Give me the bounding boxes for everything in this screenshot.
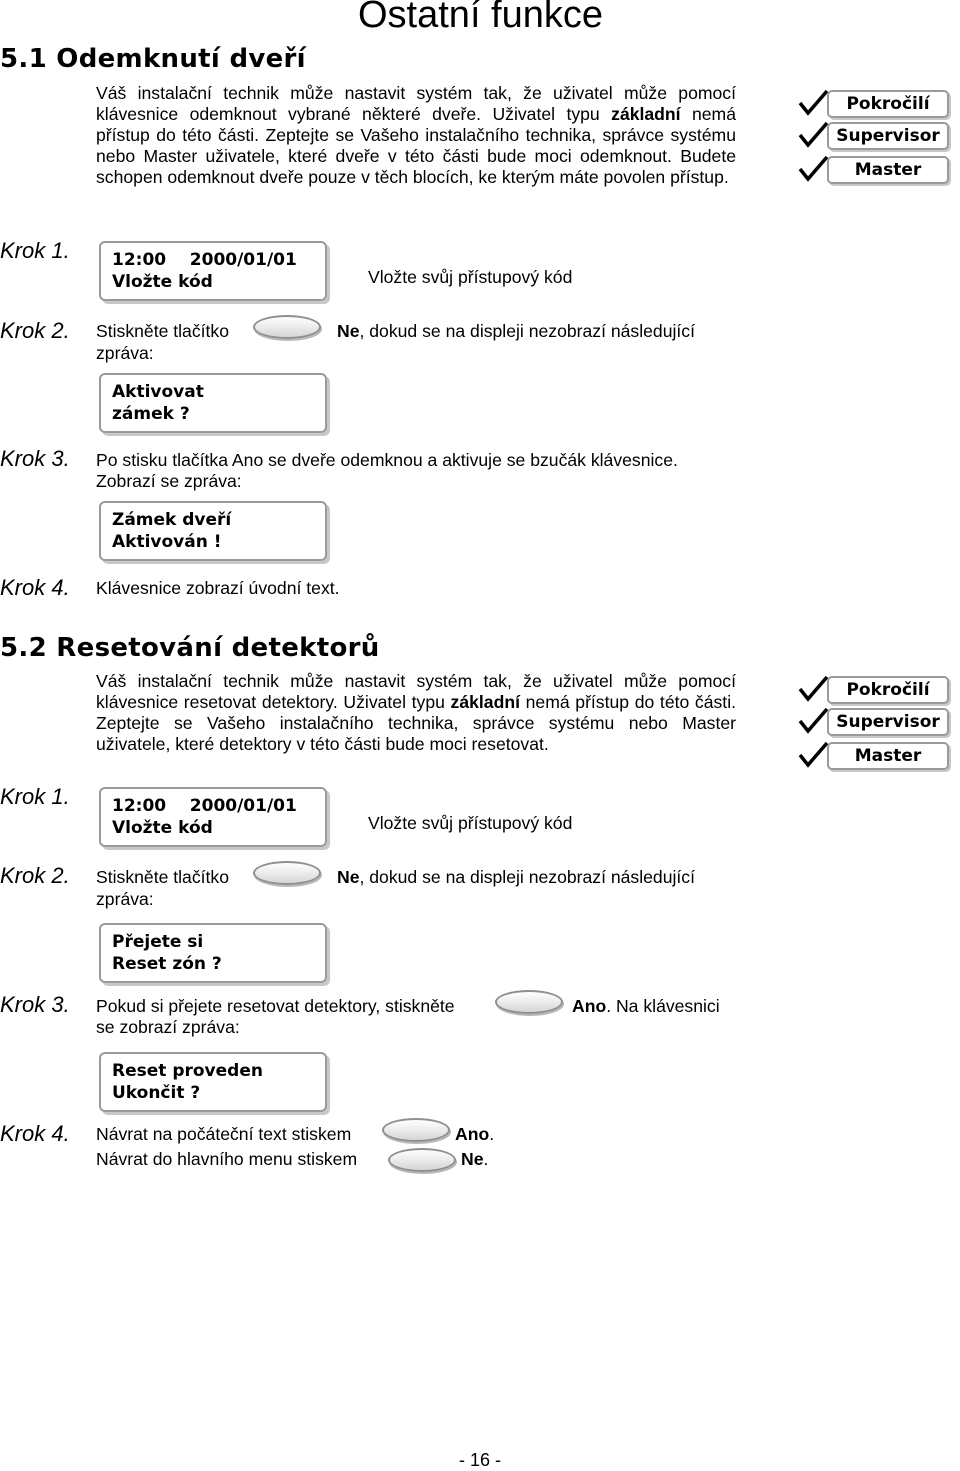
key-name: Ne: [337, 321, 360, 341]
lcd-display: [99, 787, 327, 847]
step-label: Krok 4.: [0, 1121, 70, 1146]
key-name: Ano: [455, 1124, 490, 1144]
step-text: Návrat na počáteční text stiskem: [96, 1124, 352, 1144]
role-label: Pokročilí: [827, 676, 949, 704]
role-label: Supervisor: [827, 708, 949, 736]
section1-intro: Váš instalační technik může nastavit systém tak, že uživatel může pomocí klávesnice odemknout vybrané některé dveře. Uživatel typu základní nemá přístup do této části. Zeptejte se Vašeho instalačního technika, správce systému nebo Master uživatele, které dveře v této části bude moci odemknout. Budete schopen odemknout dveře pouze v těch blocích, ke kterým máte povolen přístup.: [96, 83, 736, 187]
lcd-line-2: Reset zón ?: [112, 954, 222, 974]
step-text: Ano.: [455, 1124, 495, 1144]
step-label: Krok 3.: [0, 446, 70, 471]
lcd-line-1: 12:00 2000/01/01: [112, 250, 297, 270]
lcd-line-2: Aktivován !: [112, 532, 222, 552]
step-text: Ano. Na klávesnici: [572, 996, 720, 1016]
step-text: Stiskněte tlačítko: [96, 867, 229, 887]
check-icon: [797, 675, 829, 703]
step-text: Pokud si přejete resetovat detektory, stiskněte: [96, 996, 455, 1016]
role-master: [797, 155, 957, 185]
role-label: Master: [827, 742, 949, 770]
keypad-key-icon: [253, 861, 321, 885]
step-text: se zobrazí zpráva:: [96, 1017, 240, 1037]
section2-intro: Váš instalační technik může nastavit systém tak, že uživatel může pomocí klávesnice resetovat detektory. Uživatel typu základní nemá přístup do této části. Zeptejte se Vašeho instalačního technika, správce systému nebo Master uživatele, které detektory v této části bude moci resetovat.: [96, 671, 736, 754]
role-advanced: [797, 675, 957, 705]
step-text: Klávesnice zobrazí úvodní text.: [96, 578, 340, 598]
keypad-key-icon: [382, 1118, 450, 1142]
section-heading-reset-detectors: 5.2 Resetování detektorů: [0, 633, 380, 663]
step-label: Krok 2.: [0, 318, 70, 343]
role-label: Master: [827, 156, 949, 184]
lcd-display: [99, 241, 327, 301]
keypad-key-icon: [495, 990, 563, 1014]
key-name: Ne: [461, 1149, 484, 1169]
lcd-display: [99, 373, 327, 433]
lcd-line-2: Vložte kód: [112, 818, 213, 838]
lcd-display: [99, 1052, 327, 1112]
step-text: Stiskněte tlačítko: [96, 321, 229, 341]
lcd-line-1: 12:00 2000/01/01: [112, 796, 297, 816]
page-title: Ostatní funkce: [358, 0, 604, 36]
key-name: Ano: [572, 996, 607, 1016]
step-text: Vložte svůj přístupový kód: [368, 267, 573, 287]
step-text: Návrat do hlavního menu stiskem: [96, 1149, 358, 1169]
key-name: Ne: [337, 867, 360, 887]
step-text: zpráva:: [96, 343, 154, 363]
lcd-line-1: Zámek dveří: [112, 510, 232, 530]
lcd-line-2: Vložte kód: [112, 272, 213, 292]
step-label: Krok 1.: [0, 238, 70, 263]
check-icon: [797, 89, 829, 117]
lcd-line-2: Ukončit ?: [112, 1083, 201, 1103]
step-text: Ne, dokud se na displeji nezobrazí následující: [337, 321, 695, 341]
step-label: Krok 1.: [0, 784, 70, 809]
role-label: Pokročilí: [827, 90, 949, 118]
check-icon: [797, 741, 829, 769]
lcd-line-1: Přejete si: [112, 932, 204, 952]
check-icon: [797, 707, 829, 735]
lcd-display: [99, 501, 327, 561]
lcd-line-1: Aktivovat: [112, 382, 204, 402]
step-text: Zobrazí se zpráva:: [96, 471, 242, 491]
keypad-key-icon: [388, 1148, 456, 1172]
check-icon: [797, 121, 829, 149]
role-supervisor: [797, 707, 957, 737]
step-text: Po stisku tlačítka Ano se dveře odemknou a aktivuje se bzučák klávesnice.: [96, 450, 678, 470]
role-label: Supervisor: [827, 122, 949, 150]
step-text: Ne, dokud se na displeji nezobrazí následující: [337, 867, 695, 887]
step-text: Vložte svůj přístupový kód: [368, 813, 573, 833]
role-supervisor: [797, 121, 957, 151]
step-label: Krok 4.: [0, 575, 70, 600]
step-text: zpráva:: [96, 889, 154, 909]
step-label: Krok 2.: [0, 863, 70, 888]
step-label: Krok 3.: [0, 992, 70, 1017]
page-number: - 16 -: [458, 1450, 501, 1470]
lcd-line-2: zámek ?: [112, 404, 190, 424]
keypad-key-icon: [253, 315, 321, 339]
lcd-line-1: Reset proveden: [112, 1061, 263, 1081]
role-master: [797, 741, 957, 771]
role-advanced: [797, 89, 957, 119]
check-icon: [797, 155, 829, 183]
lcd-display: [99, 923, 327, 983]
step-text: Ne.: [461, 1149, 489, 1169]
section-heading-unlock-doors: 5.1 Odemknutí dveří: [0, 44, 306, 74]
